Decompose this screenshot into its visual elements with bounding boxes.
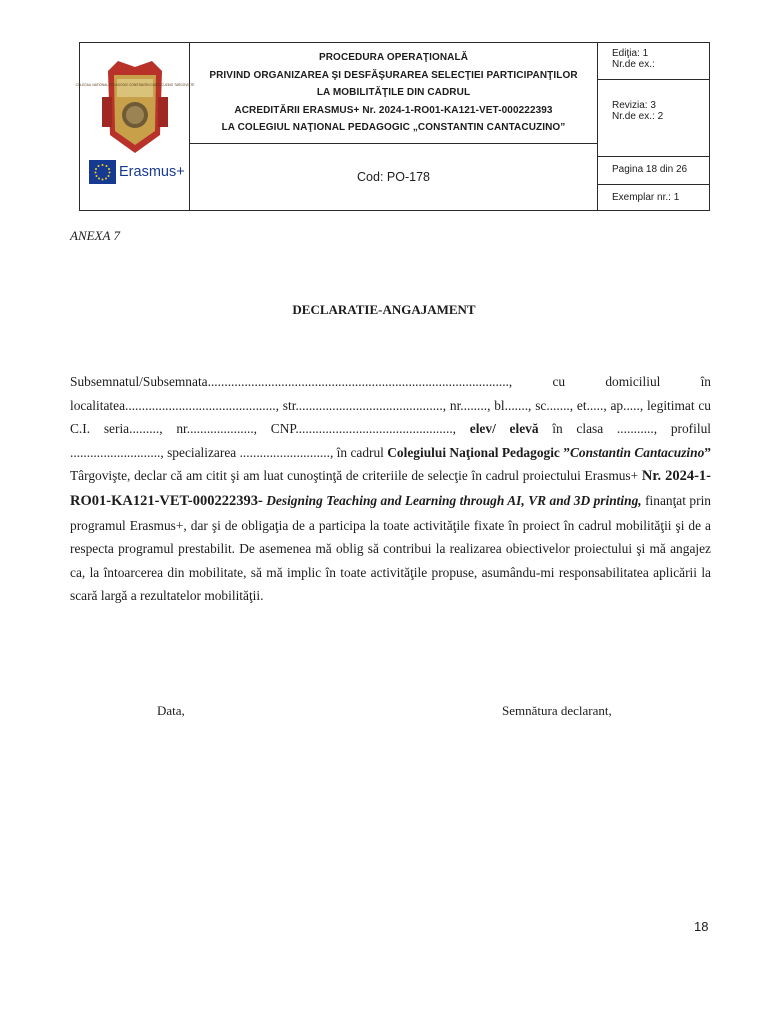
school-crest-icon	[75, 57, 195, 157]
document-header-table	[75, 42, 710, 211]
revision-label: Revizia: 3	[612, 100, 656, 111]
declaration-body	[70, 370, 711, 608]
revision-cell	[598, 80, 709, 157]
project-title: Designing Teaching and Learning through AI, VR and 3D printing,	[262, 492, 642, 508]
copies-label: Nr.de ex.:	[612, 59, 655, 70]
procedure-code: Cod: PO-178	[190, 144, 598, 210]
project-number: Nr. 2024-1-RO01-KA121-VET-000222393-	[70, 468, 711, 509]
document-title: DECLARATIE-ANGAJAMENT	[292, 302, 476, 317]
crest-lettering: COLEGIUL NATIONAL PEDAGOGIC CONSTANTIN CANTACUZINO TARGOVISTE	[75, 83, 195, 87]
body-text-segment: în clasa ..........., profilul ..........................., specializarea ..........................., în cadrul	[70, 421, 711, 460]
copy-number-cell: Exemplar nr.: 1	[612, 192, 680, 203]
body-text-bold: elev/ elevă	[469, 421, 539, 437]
body-text-segment: finanţat prin programul Erasmus+, dar şi de obligaţia de a participa la toate activităţile fixate în proiect în cadrul mobilităţii şi de a respecta programul prestabilit. De asemenea mă oblig să contribui la realizarea obiectivelor proiectului şi mă angajez ca, la întoarcerea din mobilitate, să mă implic în toate activităţile propuse, asumându-mi responsabilitatea aplicării la scară largă a rezultatelor mobilităţii.	[70, 492, 711, 604]
copies-label: Nr.de ex.: 2	[612, 111, 664, 122]
procedure-title-line: LA COLEGIUL NAŢIONAL PEDAGOGIC „CONSTANTIN CANTACUZINO”	[221, 122, 566, 134]
page-count-cell: Pagina 18 din 26	[598, 157, 709, 185]
signature-label: Semnătura declarant,	[502, 703, 612, 718]
annex-label: ANEXA 7	[70, 228, 120, 243]
erasmus-logo	[89, 158, 187, 186]
edition-label: Ediţia: 1	[612, 48, 649, 59]
procedure-title-line: ACREDITĂRII ERASMUS+ Nr. 2024-1-RO01-KA121-VET-000222393	[234, 104, 553, 116]
edition-cell	[598, 43, 709, 80]
page-number: 18	[694, 919, 709, 934]
logo-cell	[75, 43, 195, 210]
eu-flag-icon	[89, 160, 116, 184]
erasmus-logo-text: Erasmus+	[119, 164, 185, 180]
procedure-title-line: PROCEDURA OPERAŢIONALĂ	[318, 52, 469, 64]
date-label: Data,	[157, 703, 185, 718]
procedure-title-line: PRIVIND ORGANIZAREA ŞI DESFĂŞURAREA SELECŢIEI PARTICIPANŢILOR	[209, 69, 578, 81]
body-text-segment: Târgovişte, declar că am citit şi am luat cunoştinţă de criteriile de selecţie în cadrul proiectului Erasmus+	[70, 468, 642, 484]
school-name-italic: Constantin Cantacuzino	[569, 444, 705, 460]
procedure-title-line: LA MOBILITĂŢILE DIN CADRUL	[316, 87, 471, 99]
body-text-segment: Subsemnatul/Subsemnata.........................................................................................., cu domiciliul în localitatea............................................., str............................................, nr........, bl......., sc......., et....., ap....., legitimat cu C.I. seria........., nr...................., CNP...............................................,	[70, 374, 711, 437]
procedure-title-cell	[190, 43, 598, 144]
school-name-bold: Colegiului Naţional Pedagogic ”	[387, 444, 570, 460]
school-name-bold-end: ”	[704, 444, 711, 460]
